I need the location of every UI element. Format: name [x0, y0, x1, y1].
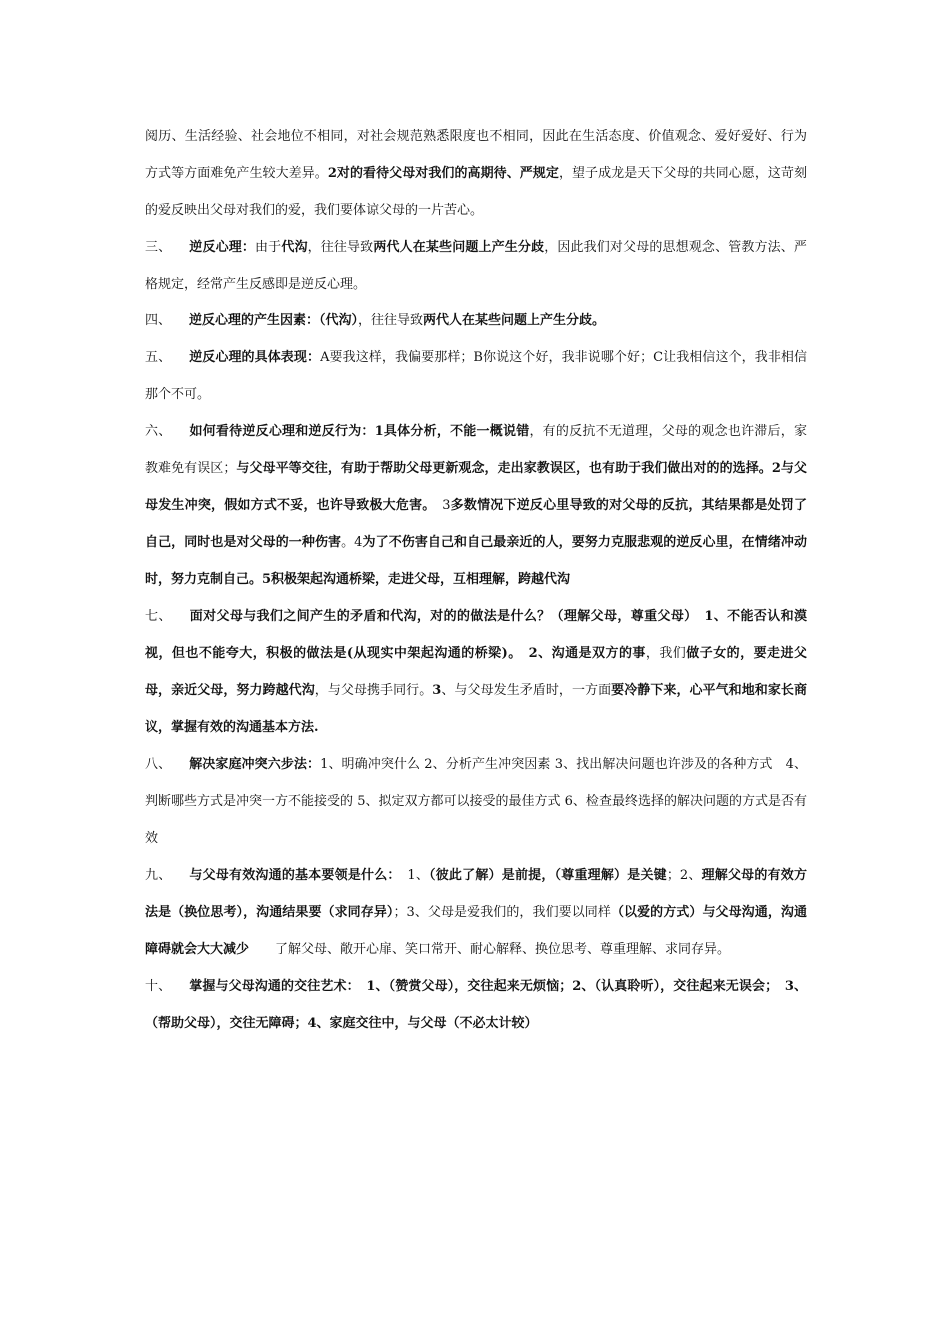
- section-6-bold-4: 为了不伤害自己和自己最亲近的人，要努力克服悲观的逆反心里，在情绪冲动时，努力克制自己。5积极架起沟通桥梁，走进父母，互相理解，跨越代沟: [145, 535, 807, 587]
- section-7-text-2: ，与父母携手同行。: [314, 683, 433, 698]
- section-9-title: 与父母有效沟通的基本要领是什么：: [189, 868, 395, 883]
- intro-bold-1: 2对的看待父母对我们的高期待、严规定: [327, 166, 559, 181]
- section-5-title: 逆反心理的具体表现：: [189, 350, 321, 365]
- section-9-bold-3: （以爱的方式）与父母沟通，沟通障碍就会大大减少: [145, 905, 807, 957]
- section-3-title: 逆反心理：: [189, 240, 256, 255]
- section-7-bold-4: 要冷静下来，心平气和地和家长商议，掌握有效的沟通基本方法.: [145, 683, 807, 735]
- intro-paragraph: [145, 118, 807, 229]
- section-4: [145, 311, 807, 331]
- section-7-bold-3: 3: [432, 683, 442, 698]
- section-8: [145, 746, 807, 857]
- section-9-text-4: 了解父母、敞开心扉、笑口常开、耐心解释、换位思考、尊重理解、求同存异。: [249, 942, 731, 957]
- section-5: [145, 339, 807, 413]
- section-9-number: 九、: [145, 868, 172, 883]
- section-4-text-1: ，往往导致: [358, 313, 424, 328]
- section-6: [145, 413, 807, 598]
- section-9-bold-2: 理解父母的有效方法是（换位思考），沟通结果要（求同存异）: [145, 868, 807, 920]
- section-4-number: 四、: [145, 313, 172, 328]
- section-9: [145, 857, 807, 968]
- section-10-number: 十、: [145, 979, 172, 994]
- section-6-bold-2: 与父母平等交往，有助于帮助父母更新观念，走出家教误区，也有助于我们做出对的的选择。2与父母发生冲突，假如方式不妥，也许导致极大危害。: [145, 461, 807, 513]
- document-page: [145, 118, 807, 1042]
- section-4-title: 逆反心理的产生因素：（代沟）: [189, 313, 359, 328]
- section-4-bold-1: 两代人在某些问题上产生分歧。: [423, 313, 606, 328]
- section-7-bold-1: 面对父母与我们之间产生的矛盾和代沟，对的的做法是什么？（理解父母，尊重父母） 1、不能否认和漠视，但也不能夸大，积极的做法是(从现实中架起沟通的桥梁)。 2、沟通是双方的事: [145, 609, 807, 661]
- section-7-text-3: 、与父母发生矛盾时，一方面: [441, 683, 612, 698]
- section-8-number: 八、: [145, 757, 172, 772]
- section-6-bold-3: 多数情况下逆反心里导致的对父母的反抗，其结果都是处罚了自己，同时也是对父母的一种伤害: [145, 498, 807, 550]
- section-6-title: 如何看待逆反心理和逆反行为：: [189, 424, 375, 439]
- section-9-bold-1: （彼此了解）是前提，（尊重理解）是关键: [429, 868, 667, 883]
- section-3-text-3: ，因此我们对父母的思想观念、管教方法、严格规定，经常产生反感即是逆反心理。: [145, 240, 807, 292]
- intro-text-2: ，望子成龙是天下父母的共同心愿，这苛刻的爱反映出父母对我们的爱，我们要体谅父母的一片苦心。: [145, 166, 807, 218]
- section-5-text-1: A要我这样，我偏要那样；B你说这个好，我非说哪个好；C让我相信这个，我非相信那个不可。: [145, 350, 807, 402]
- section-5-number: 五、: [145, 350, 172, 365]
- section-3-text-2: ，往往导致: [307, 240, 374, 255]
- section-8-text-1: 1、明确冲突什么 2、分析产生冲突因素 3、找出解决问题也许涉及的各种方式 4、判断哪些方式是冲突一方不能接受的 5、拟定双方都可以接受的最佳方式 6、检查最终选择的解决问题的方式是否有效: [145, 757, 807, 846]
- section-6-text-1: ，有的反抗不无道理，父母的观念也许滞后，家教难免有误区；: [145, 424, 807, 476]
- section-3-bold-1: 代沟: [281, 240, 308, 255]
- section-7-text-1: ，我们: [645, 646, 687, 661]
- section-6-text-2: 3: [428, 498, 451, 513]
- section-9-text-3: ；3、父母是爱我们的，我们要以同样: [393, 905, 611, 920]
- intro-text-1: 阅历、生活经验、社会地位不相同，对社会规范熟悉限度也不相同，因此在生活态度、价值观念、爱好爱好、行为方式等方面难免产生较大差异。: [145, 129, 807, 181]
- section-3-bold-2: 两代人在某些问题上产生分歧: [373, 240, 545, 255]
- section-10-bold-1: 1、（赞赏父母），交往起来无烦恼；2、（认真聆听），交往起来无误会； 3、（帮助父母），交往无障碍；4、家庭交往中，与父母（不必太计较）: [145, 979, 807, 1031]
- section-7-number: 七、: [145, 609, 172, 624]
- section-10-title: 掌握与父母沟通的交往艺术：: [189, 979, 354, 994]
- section-7: [145, 598, 807, 746]
- section-10: [145, 968, 807, 1042]
- section-8-title: 解决家庭冲突六步法：: [189, 757, 321, 772]
- section-7-bold-2: 做子女的，要走进父母，亲近父母，努力跨越代沟: [145, 646, 807, 698]
- section-3: [145, 229, 807, 303]
- section-9-text-2: ；2、: [666, 868, 702, 883]
- section-3-text-1: 由于: [255, 240, 282, 255]
- section-9-text-1: 1、: [394, 868, 430, 883]
- section-6-text-3: 。4: [341, 535, 363, 550]
- section-6-bold-1: 1具体分析，不能一概说错: [374, 424, 530, 439]
- section-3-number: 三、: [145, 240, 172, 255]
- section-6-number: 六、: [145, 424, 172, 439]
